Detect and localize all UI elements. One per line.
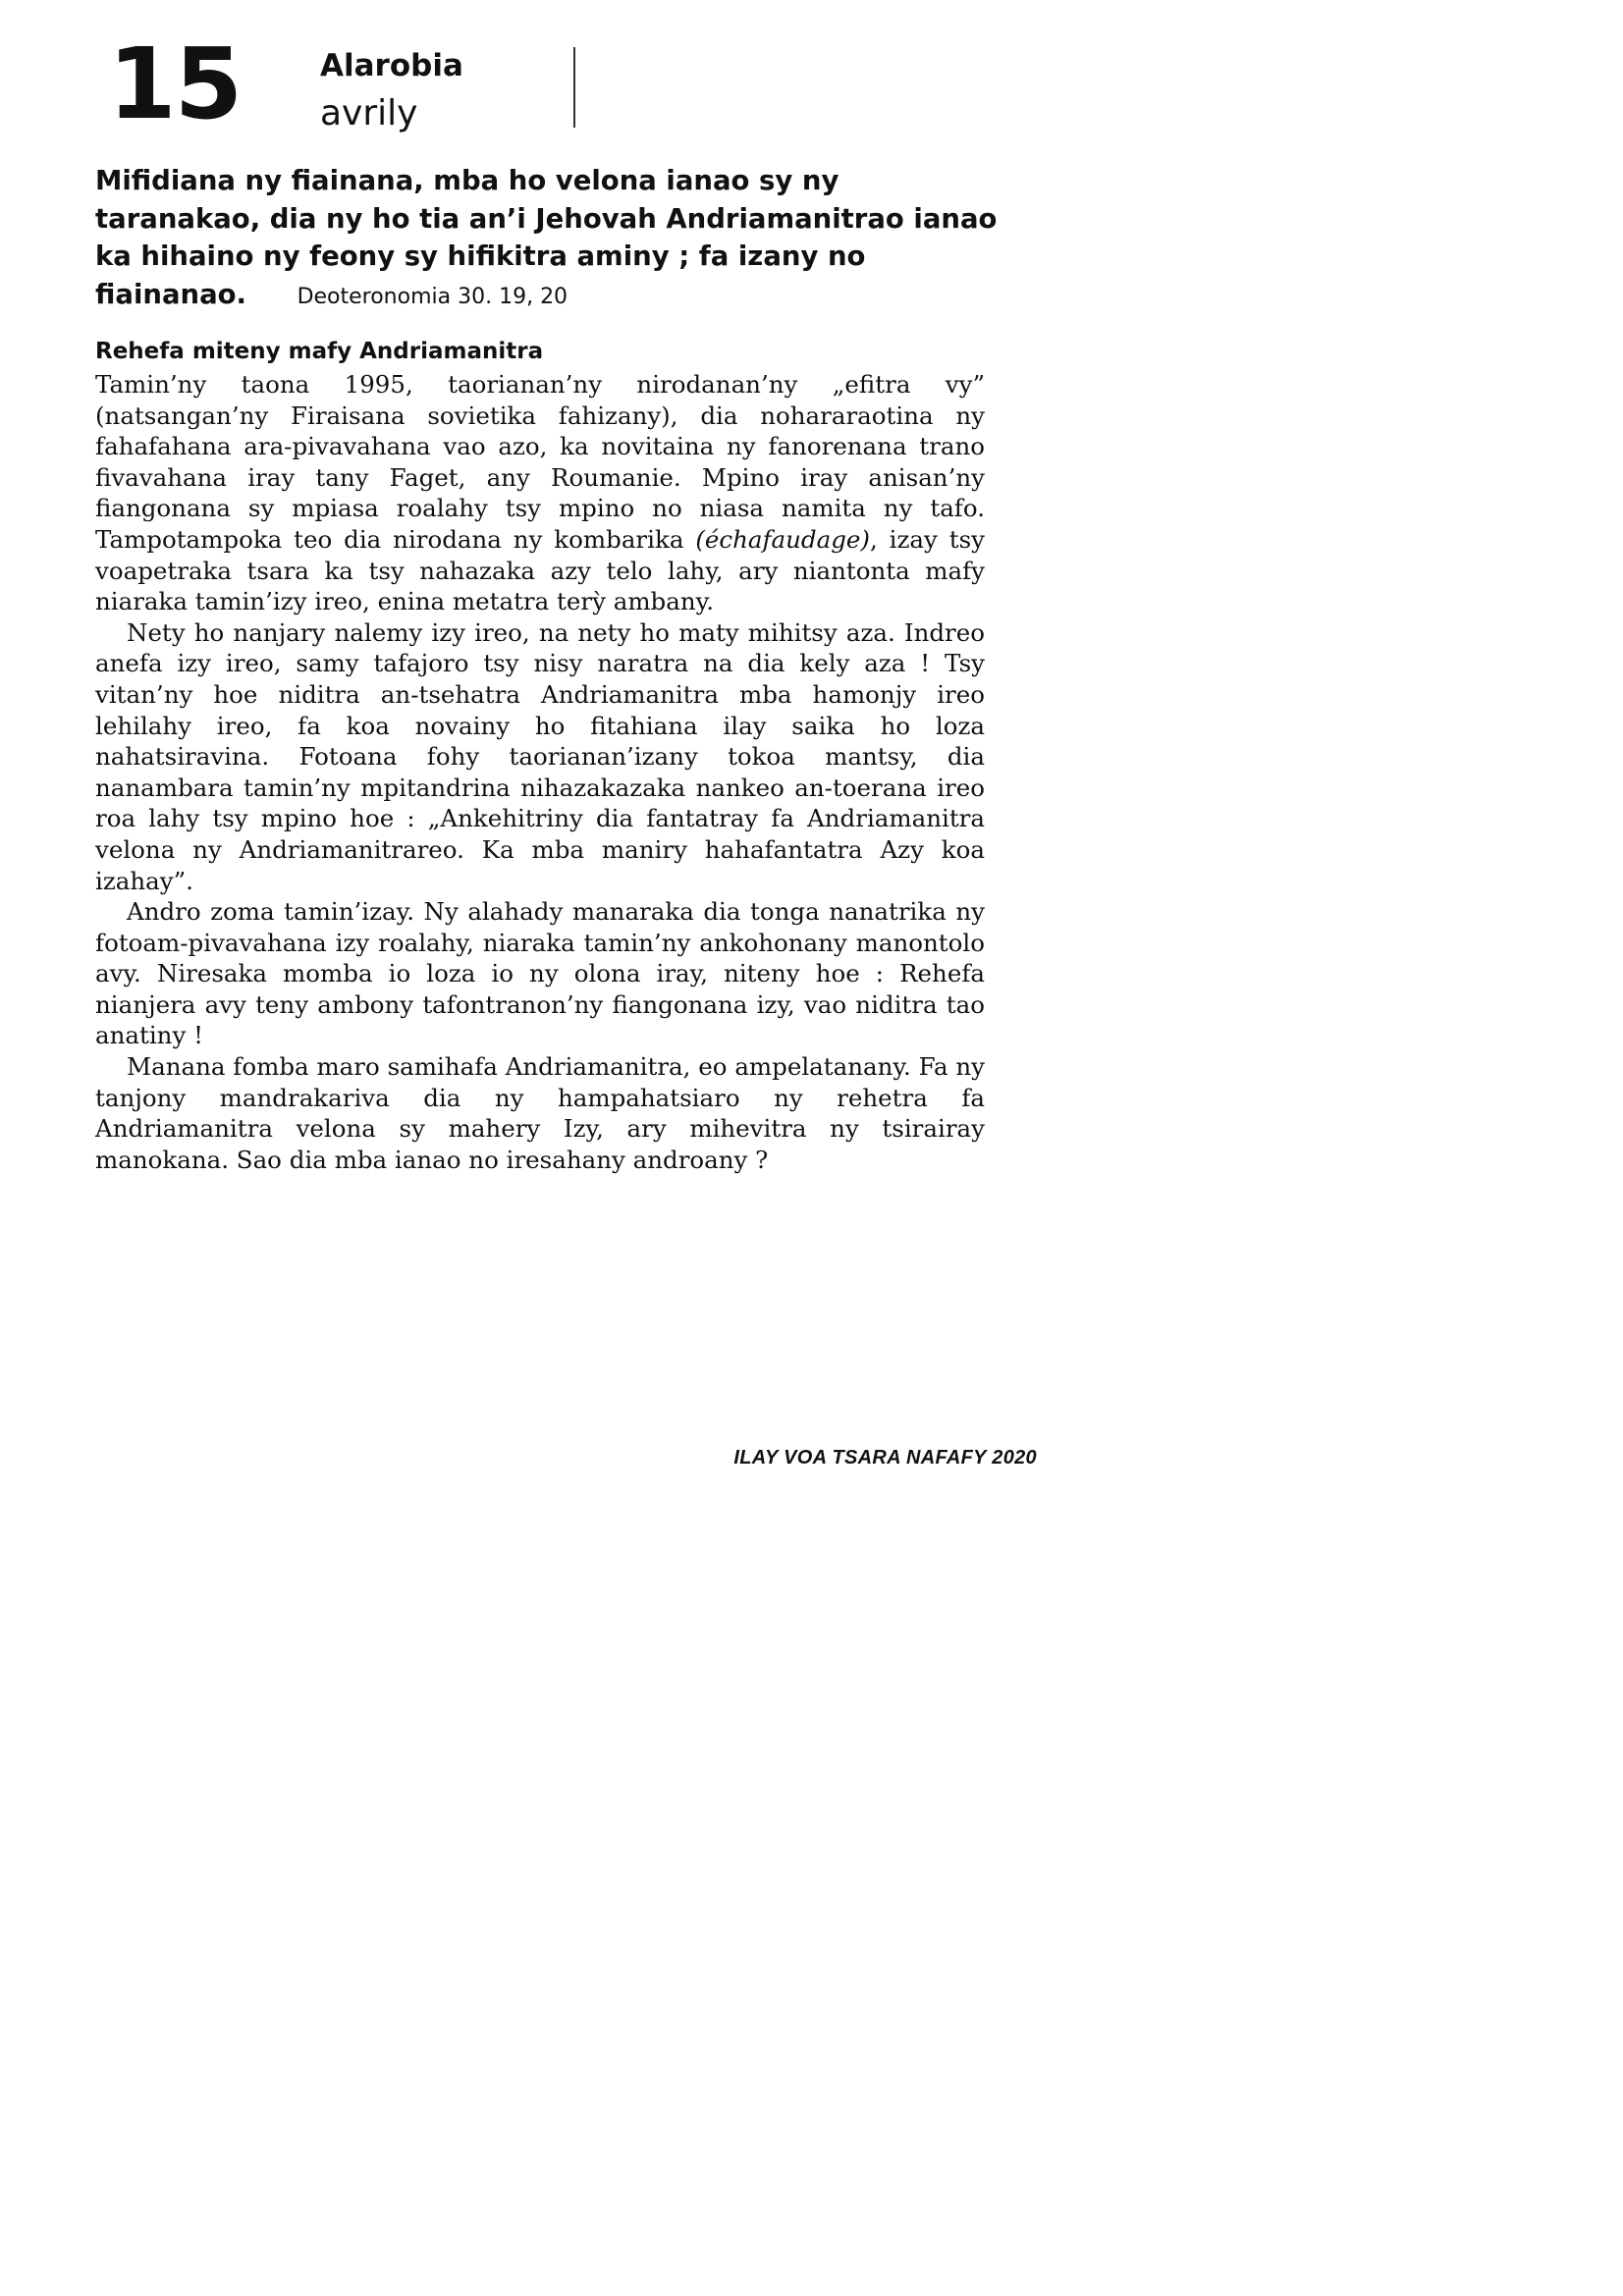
paragraph: Nety ho nanjary nalemy izy ireo, na nety ho maty mihitsy aza. Indreo anefa izy ireo, samy tafajoro tsy nisy naratra na dia kely aza ! Tsy vitan’ny hoe niditra an-tsehatra Andriamanitra mba hamonjy ireo lehilahy ireo, fa koa novainy ho fitahiana ilay saika ho loza nahatsiravina. Fotoana fohy taorianan’izany tokoa mantsy, dia nanambara tamin’ny mpitandrina nihazakazaka nankeo an-toerana ireo roa lahy tsy mpino hoe : „Ankehitriny dia fantatray fa Andriamanitra velona ny Andriamanitrareo. Ka mba maniry hahafantatra Azy koa izahay”. xyxy=(95,617,985,895)
header-divider xyxy=(573,47,575,128)
paragraph-italic-term: (échafaudage) xyxy=(695,524,870,554)
paragraph-text: , izay tsy voapetraka tsara ka tsy nahazaka azy telo lahy, ary niantonta mafy niaraka tamin’izy ireo, enina metatra terỳ ambany. xyxy=(95,524,985,616)
verse-text: Mifidiana ny fiainana, mba ho velona ianao sy ny taranakao, dia ny ho tia an’i Jehovah Andriamanitrao ianao ka hihaino ny feony sy hifikitra aminy ; fa izany no fiainanao. xyxy=(95,165,998,310)
day-number: 15 xyxy=(108,27,242,141)
article-title: Rehefa miteny mafy Andriamanitra xyxy=(95,339,544,364)
weekday: Alarobia xyxy=(320,48,463,83)
publication-footer: ILAY VOA TSARA NAFAFY 2020 xyxy=(733,1447,1037,1468)
paragraph-text: Tamin’ny taona 1995, taorianan’ny nirodanan’ny „efitra vy” (natsangan’ny Firaisana sovietika fahizany), dia nohararaotina ny fahafahana ara-pivavahana vao azo, ka novitaina ny fanorenana trano fivavahana iray tany Faget, any Roumanie. Mpino iray anisan’ny fiangonana sy mpiasa roalahy tsy mpino no niasa namita ny tafo. Tampotampoka teo dia nirodana ny kombarika xyxy=(95,370,985,554)
article-body xyxy=(95,369,985,1175)
month: avrily xyxy=(320,93,418,133)
daily-verse xyxy=(95,162,999,316)
verse-reference: Deoteronomia 30. 19, 20 xyxy=(297,284,568,309)
paragraph xyxy=(95,369,985,617)
paragraph: Manana fomba maro samihafa Andriamanitra, eo ampelatanany. Fa ny tanjony mandrakariva dia ny hampahatsiaro ny rehetra fa Andriamanitra velona sy mahery Izy, ary mihevitra ny tsirairay manokana. Sao dia mba ianao no iresahany androany ? xyxy=(95,1052,985,1174)
paragraph: Andro zoma tamin’izay. Ny alahady manaraka dia tonga nanatrika ny fotoam-pivavahana izy roalahy, niaraka tamin’ny ankohonany manontolo avy. Niresaka momba io loza io ny olona iray, niteny hoe : Rehefa nianjera avy teny ambony tafontranon’ny fiangonana izy, vao niditra tao anatiny ! xyxy=(95,897,985,1050)
